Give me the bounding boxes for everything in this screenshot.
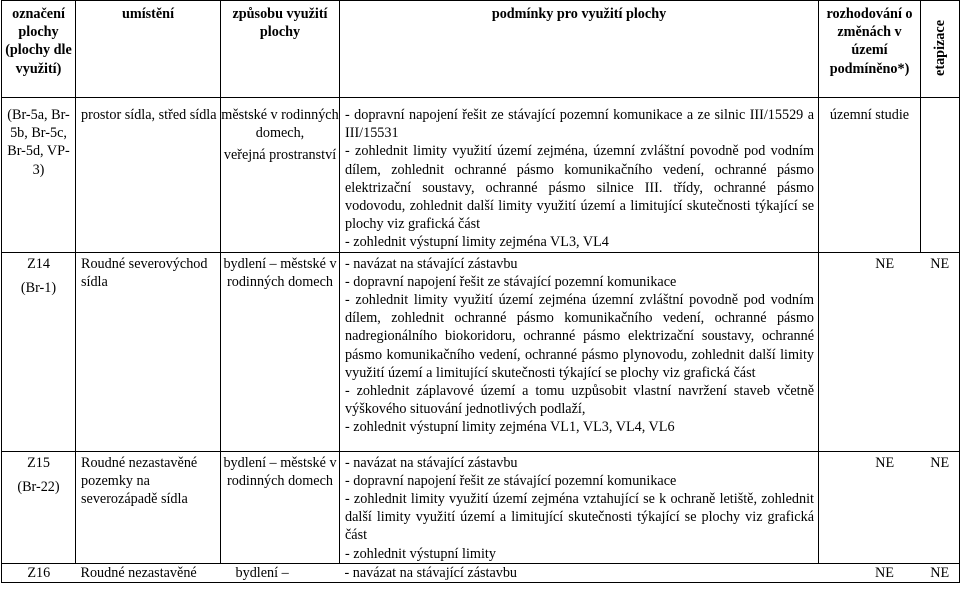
table-row <box>2 563 960 582</box>
row-code: (Br-5a, Br-5b, Br-5c, Br-5d, VP-3) <box>2 98 76 253</box>
row-usage: bydlení – <box>221 563 340 582</box>
row-conditions: - navázat na stávající zástavbu - dopravní napojení řešit ze stávající pozemní komunikace - zohlednit limity využití území zejména územní zvláštní povodně pod vodním dílem, zohlednit ochranné pásmo komunikačního vedení, ochranné pásmo nadregionálního biokoridoru, ochranné pásmo elektrizační soustavy, ochranné pásmo komunikačního vedení, ochranné pásmo plynovodu, zohlednit další limity využití území a limitující skutečnosti týkající se plochy viz grafická část - zohlednit záplavové území a tomu uzpůsobit vlastní navržení staveb včetně výškového situování jednotlivých podlaží, - zohlednit výstupní limity zejména VL1, VL3, VL4, VL6 <box>340 252 819 451</box>
row-phase: NE <box>921 252 960 451</box>
row-decision: NE <box>819 252 921 451</box>
row-phase: NE <box>921 451 960 563</box>
row-location: Roudné nezastavěné <box>76 563 221 582</box>
table-row <box>2 98 960 253</box>
header-code: označení plochy (plochy dle využití) <box>2 1 76 98</box>
row-conditions: - navázat na stávající zástavbu <box>340 563 819 582</box>
row-code: Z16 <box>2 563 76 582</box>
row-decision: územní studie <box>819 98 921 253</box>
header-phase: etapizace <box>921 1 960 98</box>
row-decision: NE <box>819 563 921 582</box>
row-conditions: - navázat na stávající zástavbu - dopravní napojení řešit ze stávající pozemní komunikace - zohlednit limity využití území zejména vztahující se k ochraně letiště, zohlednit další limity využití území a limitující skutečnosti týkající se plochy viz grafická část - zohlednit výstupní limity <box>340 451 819 563</box>
row-code: Z14 (Br-1) <box>2 252 76 451</box>
row-location: prostor sídla, střed sídla <box>76 98 221 253</box>
row-location: Roudné nezastavěné pozemky na severozápadě sídla <box>76 451 221 563</box>
row-usage: městské v rodinných domech, veřejná prostranství <box>221 98 340 253</box>
table-header-row <box>2 1 960 98</box>
conditions-table <box>1 0 960 583</box>
header-conditions: podmínky pro využití plochy <box>340 1 819 98</box>
row-phase: NE <box>921 563 960 582</box>
table-row <box>2 252 960 451</box>
header-decision: rozhodování o změnách v území podmíněno*) <box>819 1 921 98</box>
row-usage: bydlení – městské v rodinných domech <box>221 252 340 451</box>
row-code: Z15 (Br-22) <box>2 451 76 563</box>
table-row <box>2 451 960 563</box>
row-usage: bydlení – městské v rodinných domech <box>221 451 340 563</box>
row-location: Roudné severovýchod sídla <box>76 252 221 451</box>
header-usage: způsobu využití plochy <box>221 1 340 98</box>
row-decision: NE <box>819 451 921 563</box>
header-location: umístění <box>76 1 221 98</box>
row-phase <box>921 98 960 253</box>
row-conditions: - dopravní napojení řešit ze stávající pozemní komunikace a ze silnic III/15529 a III/15531 - zohlednit limity využití území zejména, územní zvláštní povodně pod vodním dílem, zohlednit ochranné pásmo komunikačního vedení, ochranné pásmo elektrizační soustavy, ochranné pásmo silnice III. třídy, ochranné pásmo vodovodu, zohlednit další limity využití území a limitující skutečnosti týkající se plochy viz grafická část - zohlednit výstupní limity zejména VL3, VL4 <box>340 98 819 253</box>
